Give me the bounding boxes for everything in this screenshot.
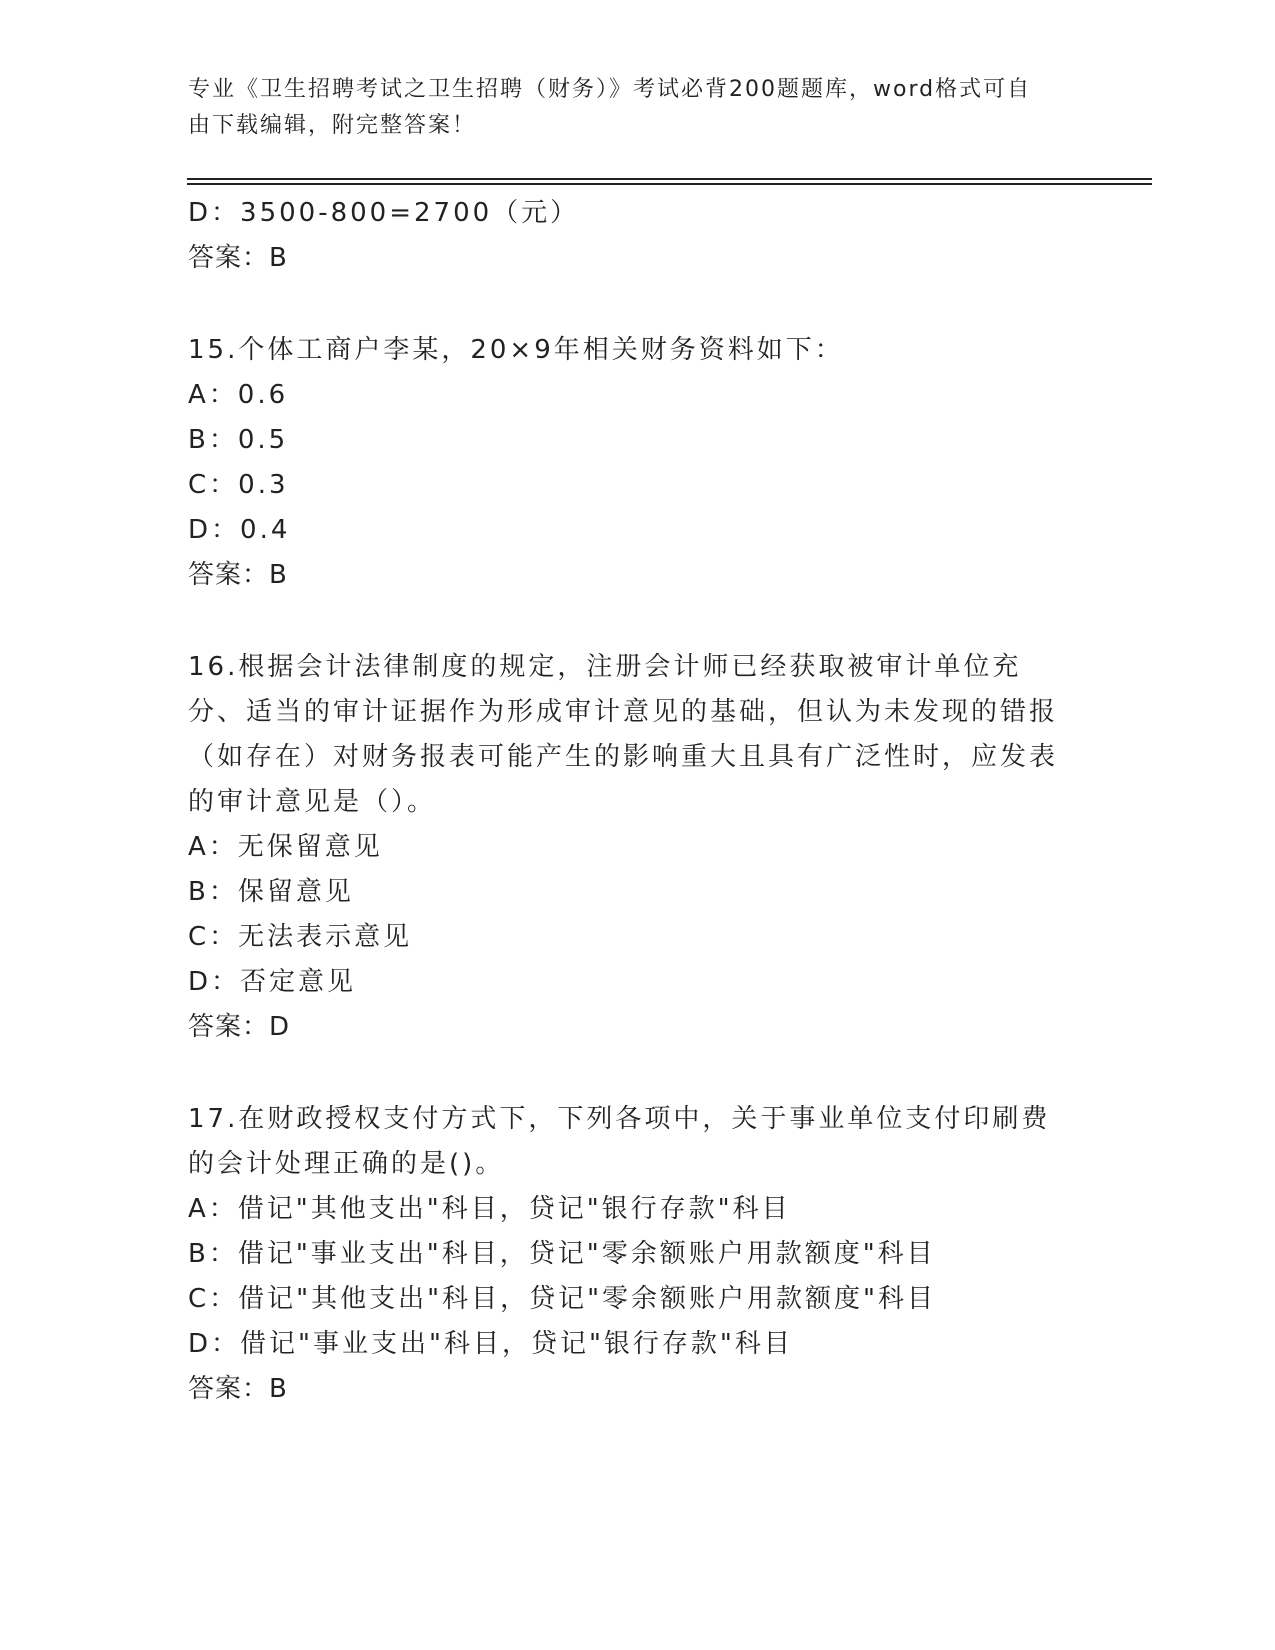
question-16 (188, 645, 1088, 1050)
option-c: C：借记"其他支出"科目，贷记"零余额账户用款额度"科目 (188, 1284, 936, 1314)
option-b: B：借记"事业支出"科目，贷记"零余额账户用款额度"科目 (188, 1239, 936, 1269)
spacer (188, 598, 1088, 645)
answer-line: 答案：B (188, 243, 288, 273)
header-line-2: 由下载编辑，附完整答案！ (188, 113, 477, 138)
option-d: D：否定意见 (188, 967, 357, 997)
question-17 (188, 1097, 1088, 1412)
answer-line: 答案：D (188, 1012, 291, 1042)
option-c: C：无法表示意见 (188, 922, 413, 952)
answer-line: 答案：B (188, 1374, 288, 1404)
option-d: D：借记"事业支出"科目，贷记"银行存款"科目 (188, 1329, 793, 1359)
question-list (188, 191, 1088, 1412)
option-d: D：0.4 (188, 515, 291, 545)
question-stem: 17.在财政授权支付方式下，下列各项中，关于事业单位支付印刷费的会计处理正确的是()。 (188, 1104, 1051, 1179)
option-b: B：0.5 (188, 425, 289, 455)
header-line-1: 专业《卫生招聘考试之卫生招聘（财务）》考试必背200题题库，word格式可自 (188, 77, 1032, 102)
header-divider-bottom (187, 183, 1152, 185)
header-divider-top (187, 178, 1152, 180)
page-header (188, 72, 1068, 144)
question-stem: 15.个体工商户李某，20×9年相关财务资料如下： (188, 335, 844, 365)
option-a: A：无保留意见 (188, 832, 383, 862)
option-c: C：0.3 (188, 470, 289, 500)
question-15 (188, 328, 1088, 598)
question-stem: 16.根据会计法律制度的规定，注册会计师已经获取被审计单位充分、适当的审计证据作为形成审计意见的基础，但认为未发现的错报（如存在）对财务报表可能产生的影响重大且具有广泛性时，应发表的审计意见是（）。 (188, 652, 1059, 817)
option-a: A：0.6 (188, 380, 289, 410)
spacer (188, 1050, 1088, 1097)
previous-question-tail (188, 191, 1088, 281)
option-d: D：3500-800=2700（元） (188, 198, 580, 228)
spacer (188, 281, 1088, 328)
option-b: B：保留意见 (188, 877, 354, 907)
answer-line: 答案：B (188, 560, 288, 590)
option-a: A：借记"其他支出"科目，贷记"银行存款"科目 (188, 1194, 791, 1224)
